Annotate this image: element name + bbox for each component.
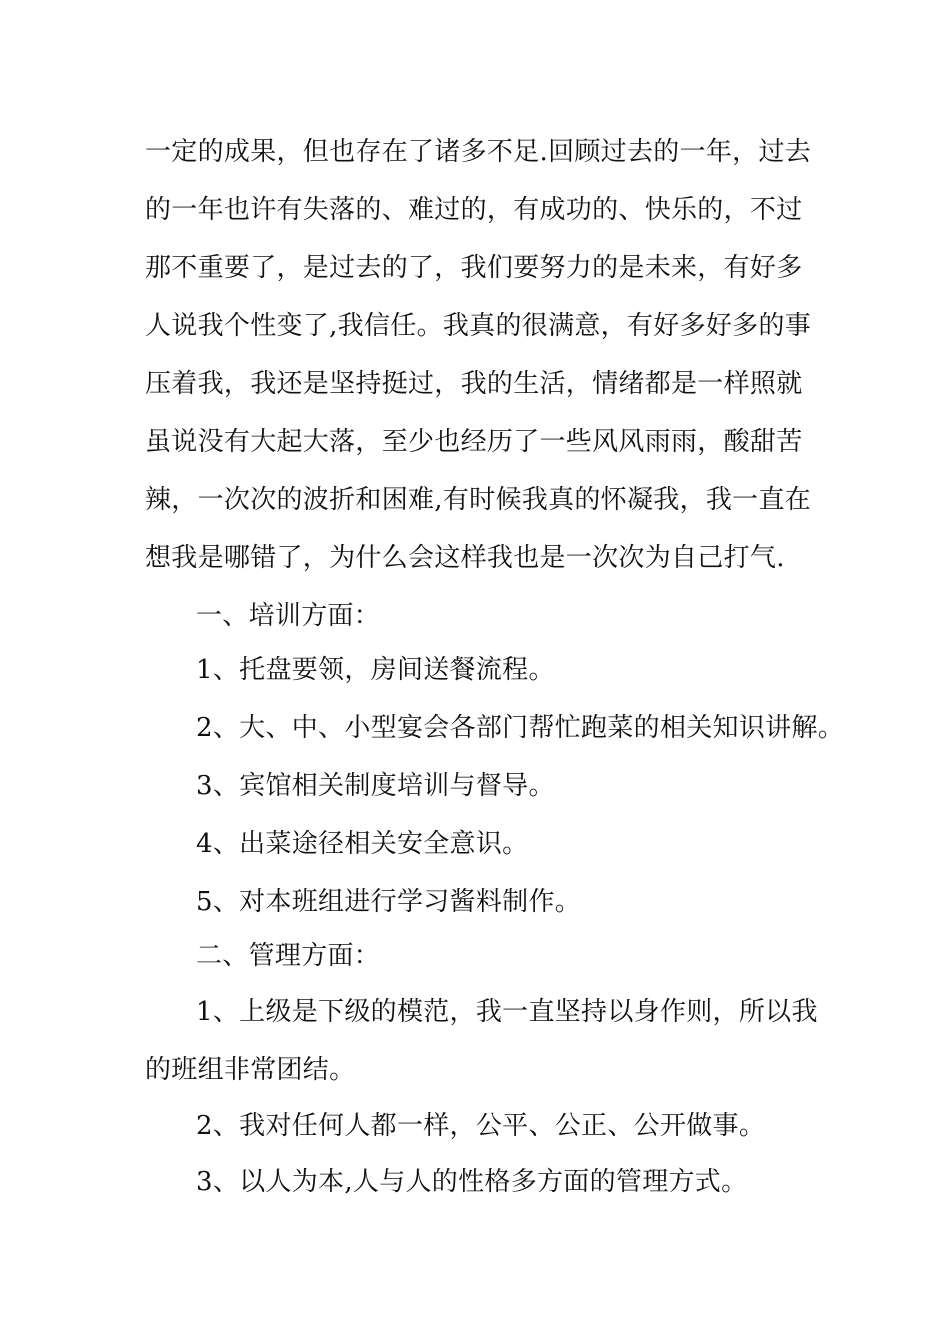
paragraph-line: 虽说没有大起大落，至少也经历了一些风风雨雨，酸甜苦 bbox=[145, 427, 803, 457]
list-item: 1、托盘要领，房间送餐流程。 bbox=[196, 655, 555, 685]
paragraph-line: 想我是哪错了，为什么会这样我也是一次次为自己打气. bbox=[145, 543, 785, 573]
list-item: 4、出菜途径相关安全意识。 bbox=[196, 829, 529, 859]
paragraph-line: 那不重要了，是过去的了，我们要努力的是未来，有好多 bbox=[145, 253, 803, 283]
list-item: 5、对本班组进行学习酱料制作。 bbox=[196, 887, 582, 917]
list-item-continuation: 的班组非常团结。 bbox=[145, 1055, 356, 1085]
paragraph-line: 压着我，我还是坚持挺过，我的生活，情绪都是一样照就 bbox=[145, 369, 803, 399]
list-item: 3、以人为本,人与人的性格多方面的管理方式。 bbox=[196, 1167, 748, 1197]
section-heading-management: 二、管理方面： bbox=[196, 941, 381, 971]
paragraph-line: 辣，一次次的波折和困难,有时候我真的怀凝我，我一直在 bbox=[145, 485, 812, 515]
paragraph-line: 人说我个性变了,我信任。我真的很满意，有好多好多的事 bbox=[145, 311, 812, 341]
list-item: 3、宾馆相关制度培训与督导。 bbox=[196, 771, 555, 801]
paragraph-line: 的一年也许有失落的、难过的，有成功的、快乐的，不过 bbox=[145, 195, 803, 225]
list-item: 2、大、中、小型宴会各部门帮忙跑菜的相关知识讲解。 bbox=[196, 713, 845, 743]
list-item: 2、我对任何人都一样，公平、公正、公开做事。 bbox=[196, 1111, 766, 1141]
list-item: 1、上级是下级的模范，我一直坚持以身作则，所以我 bbox=[196, 997, 818, 1027]
section-heading-training: 一、培训方面： bbox=[196, 601, 381, 631]
paragraph-line: 一定的成果，但也存在了诸多不足.回顾过去的一年，过去 bbox=[145, 137, 812, 167]
